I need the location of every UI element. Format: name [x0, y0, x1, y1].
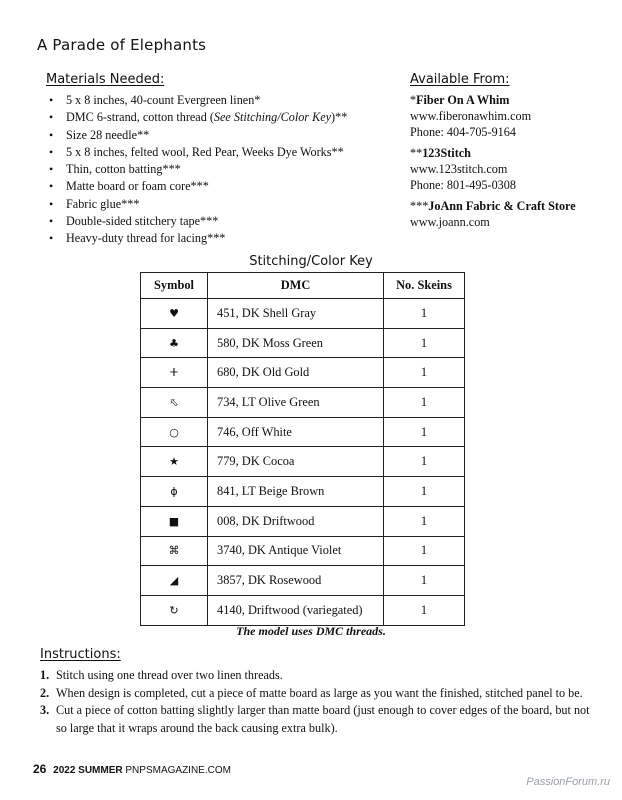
- table-row: [141, 477, 465, 507]
- table-row: [141, 595, 465, 625]
- color-key-table: [140, 272, 465, 626]
- page-title: A Parade of Elephants: [37, 36, 207, 54]
- skeins-cell: 1: [384, 358, 465, 388]
- skeins-cell: 1: [384, 477, 465, 507]
- materials-item: • DMC 6-strand, cotton thread (See Stitching/Color Key)**: [49, 109, 396, 126]
- table-row: [141, 536, 465, 566]
- star-icon: ★: [141, 447, 208, 477]
- color-key-body: [141, 299, 465, 626]
- vendor-name: [410, 145, 610, 161]
- skeins-column-header: No. Skeins: [384, 273, 465, 299]
- materials-item: • Fabric glue***: [49, 196, 396, 213]
- skeins-cell: 1: [384, 299, 465, 329]
- vendor-line: Phone: 404-705-9164: [410, 125, 516, 139]
- watermark: PassionForum.ru: [526, 776, 610, 788]
- step-text: Cut a piece of cotton batting slightly larger than matte board (just enough to cover edges of the board, but not so large that it wraps around the back causing extra bulk).: [56, 703, 590, 735]
- available-section: [410, 72, 610, 235]
- materials-item: • Double-sided stitchery tape***: [49, 213, 396, 230]
- vendor-list: [410, 92, 610, 230]
- arrow-icon: ⬁: [141, 388, 208, 418]
- vendor-line: www.joann.com: [410, 215, 490, 229]
- skeins-cell: 1: [384, 388, 465, 418]
- table-row: [141, 506, 465, 536]
- table-row: [141, 447, 465, 477]
- step-number: 1.: [40, 668, 50, 682]
- vendor: [410, 145, 610, 193]
- skeins-cell: 1: [384, 536, 465, 566]
- table-row: [141, 299, 465, 329]
- dmc-cell: 580, DK Moss Green: [208, 328, 384, 358]
- dmc-cell: 680, DK Old Gold: [208, 358, 384, 388]
- dmc-cell: 3857, DK Rosewood: [208, 566, 384, 596]
- vendor: [410, 198, 610, 230]
- dmc-cell: 4140, Driftwood (variegated): [208, 595, 384, 625]
- step-number: 3.: [40, 703, 50, 717]
- vendor-name: [410, 92, 610, 108]
- model-note: The model uses DMC threads.: [236, 624, 386, 638]
- materials-list: [49, 92, 396, 248]
- skeins-cell: 1: [384, 566, 465, 596]
- vendor-prefix: ***: [410, 199, 429, 213]
- instruction-step: [40, 685, 600, 703]
- vendor-name-text: JoAnn Fabric & Craft Store: [428, 199, 576, 213]
- instructions-section: [40, 647, 600, 737]
- table-row: [141, 328, 465, 358]
- step-text: Stitch using one thread over two linen threads.: [56, 668, 283, 682]
- skeins-cell: 1: [384, 447, 465, 477]
- vendor-prefix: *: [410, 93, 417, 107]
- vendor-prefix: **: [410, 146, 423, 160]
- materials-item: • 5 x 8 inches, 40-count Evergreen linen*: [49, 92, 396, 109]
- vendor: [410, 92, 610, 140]
- dmc-cell: 734, LT Olive Green: [208, 388, 384, 418]
- skeins-cell: 1: [384, 506, 465, 536]
- table-row: [141, 358, 465, 388]
- vendor-line: www.123stitch.com: [410, 162, 508, 176]
- site-label: PNPSMAGAZINE.COM: [125, 765, 231, 776]
- circle-icon: ○: [141, 417, 208, 447]
- instruction-step: [40, 667, 600, 685]
- dmc-cell: 746, Off White: [208, 417, 384, 447]
- club-icon: ♣: [141, 328, 208, 358]
- dmc-cell: 779, DK Cocoa: [208, 447, 384, 477]
- phi-icon: ɸ: [141, 477, 208, 507]
- table-row: [141, 417, 465, 447]
- instructions-list: [40, 667, 600, 737]
- tree-icon: ⵜ: [141, 358, 208, 388]
- instruction-step: [40, 702, 600, 737]
- available-heading: Available From:: [410, 72, 510, 87]
- materials-item: • 5 x 8 inches, felted wool, Red Pear, Weeks Dye Works**: [49, 144, 396, 161]
- hook-icon: ↻: [141, 595, 208, 625]
- instructions-heading: Instructions:: [40, 647, 121, 662]
- materials-item: • Size 28 needle**: [49, 127, 396, 144]
- skeins-cell: 1: [384, 328, 465, 358]
- table-row: [141, 388, 465, 418]
- skeins-cell: 1: [384, 595, 465, 625]
- dmc-column-header: DMC: [208, 273, 384, 299]
- vendor-name-text: Fiber On A Whim: [416, 93, 510, 107]
- vendor-name-text: 123Stitch: [422, 146, 471, 160]
- heart-icon: ♥: [141, 299, 208, 329]
- command-icon: ⌘: [141, 536, 208, 566]
- page-footer: [33, 762, 231, 776]
- dmc-cell: 3740, DK Antique Violet: [208, 536, 384, 566]
- color-key-header-row: [141, 273, 465, 299]
- materials-section: [46, 72, 396, 248]
- vendor-line: www.fiberonawhim.com: [410, 109, 532, 123]
- color-key-title: Stitching/Color Key: [249, 254, 373, 269]
- square-icon: ■: [141, 506, 208, 536]
- wedge-icon: ◢: [141, 566, 208, 596]
- materials-item: • Matte board or foam core***: [49, 178, 396, 195]
- issue-label: 2022 SUMMER: [53, 765, 123, 776]
- dmc-cell: 008, DK Driftwood: [208, 506, 384, 536]
- vendor-name: [410, 198, 610, 214]
- step-number: 2.: [40, 685, 50, 700]
- dmc-cell: 841, LT Beige Brown: [208, 477, 384, 507]
- skeins-cell: 1: [384, 417, 465, 447]
- page-number: 26: [33, 762, 47, 776]
- materials-item: • Heavy-duty thread for lacing***: [49, 230, 396, 247]
- symbol-column-header: Symbol: [141, 273, 208, 299]
- table-row: [141, 566, 465, 596]
- step-text: When design is completed, cut a piece of matte board as large as you want the finished, stitched panel to be.: [56, 685, 583, 700]
- dmc-cell: 451, DK Shell Gray: [208, 299, 384, 329]
- materials-heading: Materials Needed:: [46, 72, 165, 87]
- vendor-line: Phone: 801-495-0308: [410, 178, 516, 192]
- materials-item: • Thin, cotton batting***: [49, 161, 396, 178]
